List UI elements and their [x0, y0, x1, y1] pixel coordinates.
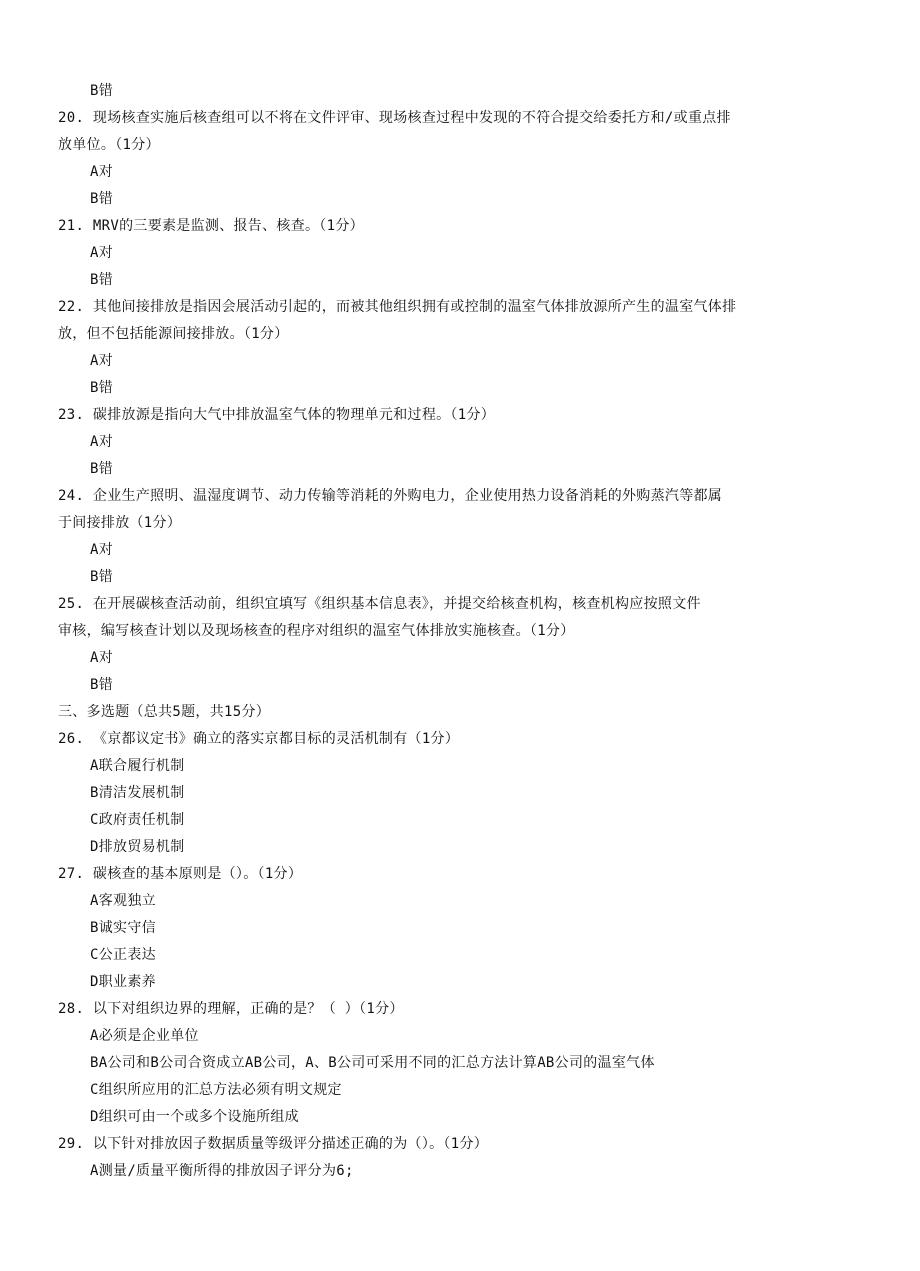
option-line: B错	[90, 83, 114, 99]
question-28: 28. 以下对组织边界的理解，正确的是？（ ）（1分）	[58, 1001, 404, 1017]
question-24: 24. 企业生产照明、温湿度调节、动力传输等消耗的外购电力，企业使用热力设备消耗的外购蒸汽等都属	[58, 488, 723, 504]
question-28-option-d: D组织可由一个或多个设施所组成	[90, 1109, 299, 1125]
question-24-option-a: A对	[90, 542, 114, 558]
question-20: 20. 现场核查实施后核查组可以不将在文件评审、现场核查过程中发现的不符合提交给委托方和/或重点排	[58, 110, 731, 126]
question-26-option-b: B清洁发展机制	[90, 785, 185, 801]
question-28-option-a: A必须是企业单位	[90, 1028, 199, 1044]
question-21-option-a: A对	[90, 245, 114, 261]
section-title: 三、多选题（总共5题，共15分）	[58, 704, 271, 720]
question-23-option-a: A对	[90, 434, 114, 450]
question-27: 27. 碳核查的基本原则是（）。（1分）	[58, 866, 303, 882]
question-27-option-a: A客观独立	[90, 893, 156, 909]
question-24-cont: 于间接排放（1分）	[58, 515, 182, 531]
question-29-option-a: A测量/质量平衡所得的排放因子评分为6;	[90, 1163, 354, 1179]
question-28-option-c: C组织所应用的汇总方法必须有明文规定	[90, 1082, 342, 1098]
question-27-option-b: B诚实守信	[90, 920, 156, 936]
question-22-option-b: B错	[90, 380, 114, 396]
question-26-option-a: A联合履行机制	[90, 758, 185, 774]
question-22-option-a: A对	[90, 353, 114, 369]
question-21: 21. MRV的三要素是监测、报告、核查。（1分）	[58, 218, 364, 234]
question-25-cont: 审核，编写核查计划以及现场核查的程序对组织的温室气体排放实施核查。（1分）	[58, 623, 575, 639]
question-24-option-b: B错	[90, 569, 114, 585]
question-29: 29. 以下针对排放因子数据质量等级评分描述正确的为（）。（1分）	[58, 1136, 489, 1152]
question-27-option-c: C公正表达	[90, 947, 156, 963]
question-26-option-c: C政府责任机制	[90, 812, 185, 828]
question-21-option-b: B错	[90, 272, 114, 288]
question-27-option-d: D职业素养	[90, 974, 156, 990]
question-26: 26. 《京都议定书》确立的落实京都目标的灵活机制有（1分）	[58, 731, 460, 747]
question-23: 23. 碳排放源是指向大气中排放温室气体的物理单元和过程。（1分）	[58, 407, 496, 423]
question-22: 22. 其他间接排放是指因会展活动引起的，而被其他组织拥有或控制的温室气体排放源所产生的温室气体排	[58, 299, 737, 315]
question-23-option-b: B错	[90, 461, 114, 477]
question-25-option-b: B错	[90, 677, 114, 693]
question-20-cont: 放单位。（1分）	[58, 137, 160, 153]
question-25: 25. 在开展碳核查活动前，组织宜填写《组织基本信息表》，并提交给核查机构，核查机构应按照文件	[58, 596, 701, 612]
question-28-option-b: BA公司和B公司合资成立AB公司，A、B公司可采用不同的汇总方法计算AB公司的温室气体	[90, 1055, 655, 1071]
question-22-cont: 放，但不包括能源间接排放。（1分）	[58, 326, 289, 342]
question-20-option-b: B错	[90, 191, 114, 207]
question-20-option-a: A对	[90, 164, 114, 180]
question-26-option-d: D排放贸易机制	[90, 839, 185, 855]
question-25-option-a: A对	[90, 650, 114, 666]
